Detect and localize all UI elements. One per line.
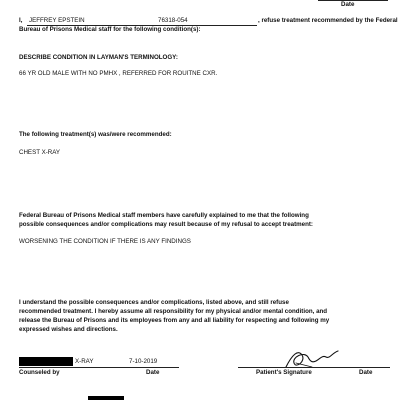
statement-prefix: I, bbox=[19, 17, 23, 24]
patient-signature-label: Patient's Signature bbox=[256, 369, 312, 376]
top-date-label: Date bbox=[341, 1, 355, 8]
acknowledgement-line1: I understand the possible consequences and/or complications, listed above, and still refuse bbox=[19, 299, 289, 306]
acknowledgement-line3: release the Bureau of Prisons and its employees from any and all liability for respecting and following my bbox=[19, 317, 330, 324]
counselor-line bbox=[19, 367, 179, 368]
patient-signature-line bbox=[238, 367, 390, 368]
condition-text: 66 YR OLD MALE WITH NO PMHX , REFERRED FOR ROUITNE CXR. bbox=[19, 70, 218, 77]
acknowledgement-line2: recommended treatment. I hereby assume all responsibility for my physical and/or mental condition, and bbox=[19, 308, 328, 315]
treatment-text: CHEST X-RAY bbox=[19, 149, 61, 156]
acknowledgement-line4: expressed wishes and directions. bbox=[19, 326, 118, 333]
patient-name: JEFFREY EPSTEIN bbox=[29, 17, 85, 24]
consequences-heading-line1: Federal Bureau of Prisons Medical staff members have carefully explained to me that the following bbox=[19, 212, 309, 219]
statement-line2: Bureau of Prisons Medical staff for the following condition(s): bbox=[19, 26, 201, 33]
register-number: 76318-054 bbox=[158, 17, 188, 24]
consequences-heading-line2: possible consequences and/or complications may result because of my refusal to accept treatment: bbox=[19, 221, 313, 228]
consequences-text: WORSENING THE CONDITION IF THERE IS ANY FINDINGS bbox=[19, 238, 191, 245]
redacted-counselor-name bbox=[19, 357, 73, 366]
patient-date-label: Date bbox=[359, 369, 373, 376]
treatment-heading: The following treatment(s) was/were recommended: bbox=[19, 131, 172, 138]
counselor-xray: X-RAY bbox=[75, 358, 94, 365]
bottom-redaction-mark bbox=[88, 396, 124, 400]
counselor-date-label: Date bbox=[146, 369, 160, 376]
counselor-date: 7-10-2019 bbox=[129, 358, 158, 365]
statement-suffix: , refuse treatment recommended by the Federal bbox=[258, 17, 398, 24]
counseled-by-label: Counseled by bbox=[19, 369, 60, 376]
condition-heading: DESCRIBE CONDITION IN LAYMAN'S TERMINOLOGY: bbox=[19, 54, 178, 61]
